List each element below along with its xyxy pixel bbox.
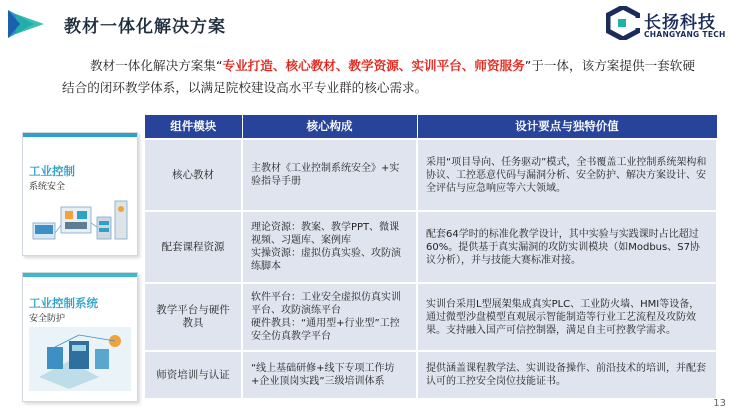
book-title: 工业控制系统 <box>29 296 98 310</box>
book-subtitle: 安全防护 <box>29 314 66 324</box>
intro-text-before: 教材一体化解决方案集“ <box>90 58 223 73</box>
intro-highlight: 专业打造、核心教材、教学资源、实训平台、师资服务 <box>222 58 525 73</box>
header-content: 核心构成 <box>242 115 417 139</box>
page-title: 教材一体化解决方案 <box>64 17 226 37</box>
table-header-row <box>145 115 717 139</box>
logo-arrow-icon <box>6 8 48 40</box>
content-cell: 理论资源：教案、教学PPT、微课视频、习题库、案例库 实操资源：虚拟仿真实验、攻防演练脚本 <box>242 211 417 283</box>
book-title: 工业控制 <box>29 164 75 178</box>
value-cell: 采用“项目导向、任务驱动”模式，全书覆盖工业控制系统架构和协议、工控恶意代码与漏洞分析、安全防护、解决方案设计、安全评估与应急响应等六大领域。 <box>417 139 717 211</box>
intro-text-after: ”于一体，该方案提供一套软硬结合的闭环教学体系，以满足院校建设高水平专业群的核心需求。 <box>62 58 695 95</box>
page-number: 13 <box>713 398 726 409</box>
book-illustration-icon <box>29 327 131 391</box>
value-cell: 提供涵盖课程教学法、实训设备操作、前沿技术的培训，并配套认可的工控安全岗位技能证书。 <box>417 351 717 398</box>
table-row <box>145 211 717 283</box>
book-subtitle: 系统安全 <box>29 182 66 192</box>
value-cell: 实训台采用L型展架集成真实PLC、工业防火墙、HMI等设备，通过微型沙盘模型直观展示智能制造等行业工艺流程及攻防效果。支持融入国产可信控制器，满足自主可控教学需求。 <box>417 283 717 351</box>
header-module: 组件模块 <box>145 115 242 139</box>
module-cell: 核心教材 <box>145 139 242 211</box>
header-value: 设计要点与独特价值 <box>417 115 717 139</box>
table-row <box>145 351 717 398</box>
brand-logo <box>606 6 736 46</box>
book-cover-1 <box>22 132 138 256</box>
table-row <box>145 139 717 211</box>
module-cell: 配套课程资源 <box>145 211 242 283</box>
book-band <box>23 273 137 277</box>
content-cell: 软件平台：工业安全虚拟仿真实训平台、攻防演练平台 硬件教具：“通用型+行业型”工控安全仿真教学平台 <box>242 283 417 351</box>
brand-name: 长扬科技 <box>644 13 716 33</box>
brand-name-en: CHANGYANG TECH <box>644 30 726 39</box>
content-cell: 主教材《工业控制系统安全》+实验指导手册 <box>242 139 417 211</box>
brand-c-icon <box>606 6 640 40</box>
content-cell: “线上基础研修+线下专项工作坊+企业顶岗实践”三级培训体系 <box>242 351 417 398</box>
table-row <box>145 283 717 351</box>
module-cell: 师资培训与认证 <box>145 351 242 398</box>
intro-paragraph <box>62 55 702 99</box>
value-cell: 配套64学时的标准化教学设计，其中实验与实践课时占比超过60%。提供基于真实漏洞的攻防实训模块（如Modbus、S7协议分析），并与技能大赛标准对接。 <box>417 211 717 283</box>
book-band <box>23 133 137 137</box>
module-cell: 教学平台与硬件教具 <box>145 283 242 351</box>
book-illustration-icon <box>29 193 131 249</box>
book-cover-2 <box>22 272 138 402</box>
solution-table <box>145 115 718 398</box>
